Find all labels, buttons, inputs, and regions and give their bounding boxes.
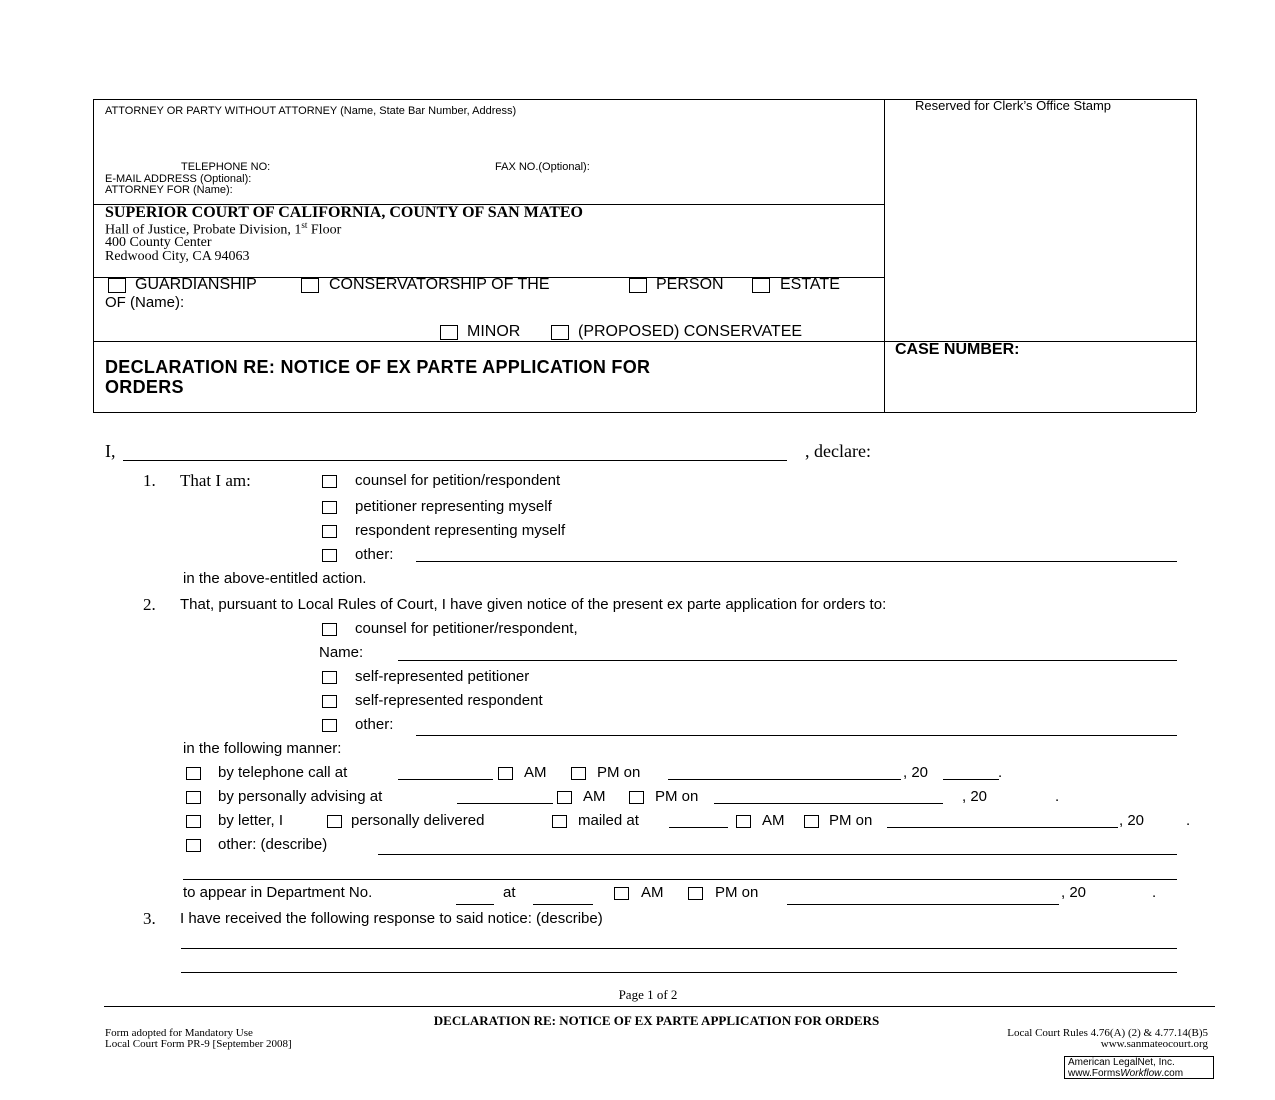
- manner-other-label: other: (describe): [218, 836, 328, 853]
- letter-label: by letter, I: [218, 812, 284, 829]
- item-1-number: 1.: [143, 471, 156, 490]
- court-address-line-2: 400 County Center: [105, 235, 212, 250]
- letter-period: .: [1186, 812, 1191, 829]
- telephone-time-field[interactable]: [398, 779, 493, 780]
- item-3-text: I have received the following response to said notice: (describe): [180, 910, 603, 927]
- guardianship-label: GUARDIANSHIP: [135, 276, 257, 293]
- letter-time-field[interactable]: [669, 827, 728, 828]
- personally-advising-am-label: AM: [583, 788, 606, 805]
- counsel-checkbox[interactable]: [322, 475, 337, 488]
- self-rep-petitioner-checkbox[interactable]: [322, 671, 337, 684]
- item-3-number: 3.: [143, 909, 156, 928]
- telephone-year-prefix: , 20: [903, 764, 929, 781]
- fax-label: FAX NO.(Optional):: [495, 161, 590, 173]
- notice-other-field[interactable]: [416, 735, 1177, 736]
- letter-pm-checkbox[interactable]: [804, 815, 819, 828]
- item-2-text: That, pursuant to Local Rules of Court, I have given notice of the present ex parte application for orders to:: [180, 596, 887, 613]
- estate-checkbox[interactable]: [752, 278, 770, 293]
- conservatorship-label: CONSERVATORSHIP OF THE: [329, 276, 550, 293]
- personally-delivered-checkbox[interactable]: [327, 815, 342, 828]
- minor-label: MINOR: [467, 323, 521, 340]
- court-name: SUPERIOR COURT OF CALIFORNIA, COUNTY OF SAN MATEO: [105, 204, 583, 221]
- form-number: Local Court Form PR-9 [September 2008]: [105, 1038, 292, 1050]
- appear-time-field[interactable]: [533, 904, 593, 905]
- footer-rule: [104, 1006, 1215, 1007]
- personally-advising-pm-checkbox[interactable]: [629, 791, 644, 804]
- page-number: Page 1 of 2: [618, 987, 678, 1002]
- mailed-at-label: mailed at: [578, 812, 639, 829]
- department-field[interactable]: [456, 904, 494, 905]
- declarant-name-field[interactable]: [123, 460, 787, 461]
- personally-advising-am-checkbox[interactable]: [557, 791, 572, 804]
- appear-pm-label: PM on: [715, 884, 759, 901]
- footer-title: DECLARATION RE: NOTICE OF EX PARTE APPLICATION FOR ORDERS: [433, 1013, 880, 1028]
- personally-advising-date-field[interactable]: [714, 803, 943, 804]
- item-1-other-checkbox[interactable]: [322, 549, 337, 562]
- counsel-label: counsel for petition/respondent: [355, 472, 561, 489]
- appear-year-prefix: , 20: [1061, 884, 1087, 901]
- form-title-line-2: ORDERS: [105, 377, 184, 397]
- notice-name-label: Name:: [319, 644, 364, 661]
- letter-am-label: AM: [762, 812, 785, 829]
- personally-advising-time-field[interactable]: [457, 803, 553, 804]
- telephone-year-field[interactable]: [943, 779, 999, 780]
- appear-pm-checkbox[interactable]: [688, 887, 703, 900]
- appear-am-label: AM: [641, 884, 664, 901]
- response-line-2[interactable]: [181, 972, 1177, 973]
- person-checkbox[interactable]: [629, 278, 647, 293]
- notice-other-checkbox[interactable]: [322, 719, 337, 732]
- self-rep-petitioner-label: self-represented petitioner: [355, 668, 530, 685]
- manner-other-checkbox[interactable]: [186, 839, 201, 852]
- guardianship-checkbox[interactable]: [108, 278, 126, 293]
- form-adopted: Form adopted for Mandatory Use: [105, 1027, 253, 1039]
- item-2-number: 2.: [143, 595, 156, 614]
- self-rep-respondent-checkbox[interactable]: [322, 695, 337, 708]
- telephone-label: TELEPHONE NO:: [181, 161, 271, 173]
- telephone-pm-label: PM on: [597, 764, 641, 781]
- appear-date-field[interactable]: [787, 904, 1059, 905]
- appear-at-label: at: [503, 884, 516, 901]
- declarant-i-label: I,: [105, 441, 116, 461]
- self-rep-respondent-label: self-represented respondent: [355, 692, 543, 709]
- court-website[interactable]: www.sanmateocourt.org: [1100, 1038, 1208, 1050]
- telephone-checkbox[interactable]: [186, 767, 201, 780]
- telephone-period: .: [998, 764, 1003, 781]
- court-rules: Local Court Rules 4.76(A) (2) & 4.77.14(B)5: [1007, 1027, 1208, 1039]
- court-address-line-1: Hall of Justice, Probate Division, 1st Floor: [105, 220, 342, 238]
- proposed-conservatee-label: (PROPOSED) CONSERVATEE: [578, 323, 803, 340]
- form-title-line-1: DECLARATION RE: NOTICE OF EX PARTE APPLICATION FOR: [105, 357, 651, 377]
- court-address-line-3: Redwood City, CA 94063: [105, 249, 250, 264]
- clerk-stamp-label: Reserved for Clerk’s Office Stamp: [915, 98, 1112, 113]
- item-1-other-label: other:: [355, 546, 394, 563]
- manner-label: in the following manner:: [183, 740, 342, 757]
- proposed-conservatee-checkbox[interactable]: [551, 325, 569, 340]
- telephone-pm-checkbox[interactable]: [571, 767, 586, 780]
- petitioner-self-label: petitioner representing myself: [355, 498, 552, 515]
- legalnet-name: American LegalNet, Inc.: [1068, 1057, 1175, 1068]
- manner-other-field[interactable]: [378, 854, 1177, 855]
- item-1-other-field[interactable]: [416, 561, 1177, 562]
- conservatorship-checkbox[interactable]: [301, 278, 319, 293]
- declare-label: , declare:: [805, 441, 871, 461]
- personally-advising-label: by personally advising at: [218, 788, 383, 805]
- letter-am-checkbox[interactable]: [736, 815, 751, 828]
- notice-counsel-label: counsel for petitioner/respondent,: [355, 620, 578, 637]
- personally-advising-year-prefix: , 20: [962, 788, 988, 805]
- letter-year-prefix: , 20: [1119, 812, 1145, 829]
- personally-advising-checkbox[interactable]: [186, 791, 201, 804]
- notice-name-field[interactable]: [398, 660, 1177, 661]
- attorney-label: ATTORNEY OR PARTY WITHOUT ATTORNEY (Name, State Bar Number, Address): [105, 105, 517, 117]
- telephone-date-field[interactable]: [668, 779, 901, 780]
- notice-other-label: other:: [355, 716, 394, 733]
- personally-delivered-label: personally delivered: [351, 812, 485, 829]
- appear-label: to appear in Department No.: [183, 884, 373, 901]
- attorney-for-label: ATTORNEY FOR (Name):: [105, 184, 233, 196]
- mailed-checkbox[interactable]: [552, 815, 567, 828]
- appear-period: .: [1152, 884, 1157, 901]
- estate-label: ESTATE: [780, 276, 840, 293]
- of-name-label: OF (Name):: [105, 294, 185, 311]
- personally-advising-period: .: [1055, 788, 1060, 805]
- personally-advising-pm-label: PM on: [655, 788, 699, 805]
- legalnet-url: www.FormsWorkflow.com: [1068, 1068, 1184, 1079]
- person-label: PERSON: [656, 276, 724, 293]
- minor-checkbox[interactable]: [440, 325, 458, 340]
- letter-date-field[interactable]: [887, 827, 1118, 828]
- case-number-label: CASE NUMBER:: [895, 341, 1020, 358]
- letter-checkbox[interactable]: [186, 815, 201, 828]
- respondent-self-checkbox[interactable]: [322, 525, 337, 538]
- respondent-self-label: respondent representing myself: [355, 522, 566, 539]
- response-line-1[interactable]: [181, 948, 1177, 949]
- manner-other-field-2[interactable]: [183, 879, 1177, 880]
- item-1-label: That I am:: [180, 471, 251, 490]
- appear-am-checkbox[interactable]: [614, 887, 629, 900]
- telephone-am-checkbox[interactable]: [498, 767, 513, 780]
- petitioner-self-checkbox[interactable]: [322, 501, 337, 514]
- notice-counsel-checkbox[interactable]: [322, 623, 337, 636]
- telephone-label: by telephone call at: [218, 764, 348, 781]
- above-entitled-action: in the above-entitled action.: [183, 570, 367, 587]
- telephone-am-label: AM: [524, 764, 547, 781]
- letter-pm-label: PM on: [829, 812, 873, 829]
- legalnet-badge[interactable]: [1064, 1056, 1214, 1079]
- email-label: E-MAIL ADDRESS (Optional):: [105, 173, 252, 185]
